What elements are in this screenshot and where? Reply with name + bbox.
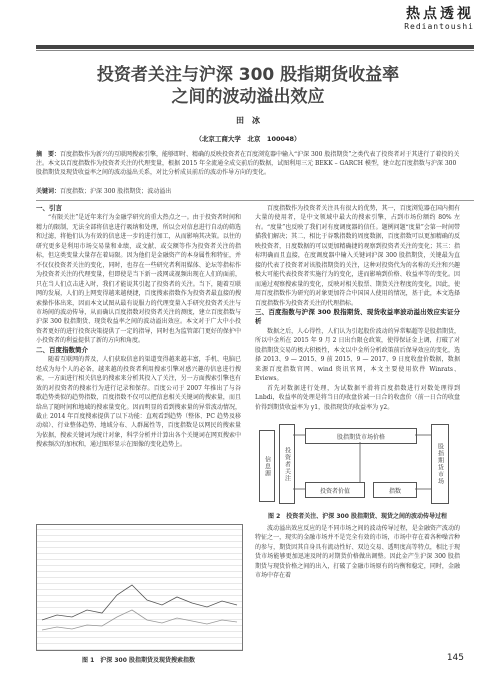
figure-1-search-index-chart (36, 524, 243, 651)
section-heading-empirical: 三、百度指数与沪深 300 股指期货、现货收益率波动溢出效应实证分析 (255, 307, 460, 326)
right-column-bottom (255, 524, 460, 648)
fig2-investor-value-box: 投资者价值 (305, 482, 365, 498)
keywords (36, 187, 460, 196)
abstract (36, 150, 460, 177)
fig2-info-source-box: 信息源 (259, 430, 275, 502)
figure-1-plot (37, 525, 242, 650)
right-paragraph-2a: 数据之后，人心得性，人们认为引起股价波动的异常幅超等是股指期货，所以中金所在 2015 年 9 月 2 日出台限仓政策，使得保证金上调，打破了对股指期货交易的极大积极性，本文以中金所分析政策前后保导效应的变化，选择 2013、9 — 2015、9 前 2015、9 — 2017、9 日度收盘价数据，数据来源百度指数官网、wind 资讯官网，本文主要使用软件 Winrats、Eviews。 (255, 327, 460, 383)
right-paragraph-3: 波动溢出效应反应的是不同市场之间的波动传导过程，是金融资产波动的特征之一，现实的金融市场并不是完全有效的市场，市场中存在着各种噪音种的参与，期货因其自身具有流动性好、双边交易、透明度高等特点，相比于现货市场能够更加迅速及时的对期货价格做出调整。因此金产生沪深 300 股指期货与现货价格之间的出入，打破了金融市场原有的均衡和稳定，同时，金融市场中存在着 (255, 525, 460, 580)
right-paragraph-2b: 首先对数据进行处理，为试数据平滑将百度指数进行对数处理得到 Lnbdi，收益率的处理是将当日的收盘价减一日合的收盘价（前一日合的收盘价得到期货收益率为 y1，股指现货的收益率为 y2。 (255, 384, 460, 411)
fig2-index-box: 指数 (373, 482, 417, 498)
section-title: 热点透视 (406, 6, 474, 22)
left-column (36, 204, 241, 522)
section-heading-baidu: 二、百度指数简介 (36, 345, 88, 354)
header-divider (36, 45, 474, 49)
paper-title-line1: 投资者关注与沪深 300 股指期货收益率 (96, 65, 400, 85)
right-paragraph-1: 百度指数作为投资者关注具有很大的优势，其一，百度浏览器在国内拥有大量的使用者，是中文领域中最大的搜索引擎，占到市场份额约 80% 左右。“度量”也反映了我们对有度调度器的信任。题例问题“度量”会第一时间带描我们解决；其二，相比于谷歌指数的周度数据，百度指数可以更加精确的反映投资者，日度数据的可以更加精确捷的观察到投资者关注的变化；其三：指标明确而且直接，在度调度器中输入关键词沪深 300 股指期货，关键最为直接的代表了投资者对该股指期货的关注，这种对投资代为的名称的关注和兴趣极大可能代表投资者实施行为的变化，进而影响到价格、收益率等的变化。因而通过观察搜索量的变化，反映对相关股票、期货关注程度的变化，因此，使用百度指数作为研究的对象更加符合中国国人使用的情况，基于此，本文选择百度指数作为投资者关注的代理指标。 (255, 205, 460, 307)
figure-1-series-b (42, 610, 237, 630)
keywords-text: 百度指数；沪深 300 股指期货；波动溢出 (60, 188, 172, 195)
figure-2-caption: 图 2 投资者关注、沪深 300 股指期货、现货之间的波动传导过程 (268, 513, 447, 520)
figure-2-diagram (255, 420, 460, 508)
baidu-paragraph: 随着互联网的普及，人们获取信息的渠道变得越来越丰富，手机、电脑已经成为每个人的必备，越来越的投资者利用搜索引擎对感兴趣的信息进行搜索，一方面进行相关信息的搜索来分析其投入了关注，另一方面搜索引擎也有效的对投资者的搜索行为进行记录和保存。百度公司于 2007 年推出了与谷歌趋势类似的趋势指数，百度指数不仅可以把信息相关关键词的搜索量，而且给出了随时间和地域的搜索量变化。因而明显的看到搜索量的异常波动情况，截止 2014 年百度搜索提供了以下功能：直观看到趋势（整体、PC 趋势及移动端）、行业整体趋势、地域分布、人群属性等，百度指数是以网民的搜索量为依据，搜索关键词为统计对象，科学分析并计算出各个关键词在网页搜索中搜索频次的加权和，通过图形显示在图像的变化趋势上。 (36, 356, 241, 449)
paper-title-line2: 之间的波动溢出效应 (171, 87, 325, 107)
fig2-futures-market-box: 股指期货市场 (431, 424, 449, 504)
header-divider-thin (36, 50, 474, 51)
section-header (404, 6, 474, 32)
fig2-investor-attention-box: 投资者关注 (279, 424, 295, 504)
fig2-arrows (255, 420, 460, 508)
right-column-top (255, 204, 460, 414)
keywords-label: 关键词： (36, 188, 61, 195)
abstract-text: 百度指数作为新兴的互联网搜索引擎，能够即时、精确的反映投资者在百度浏览器中输入“沪深 300 股指期货”之类代表了投资者对于其进行了着投的关注。本文以百度指数作为投资者关注的代理变量，根据 2015 年全流通全成交前后的数据，试图利用三元 BEKK – GARCH 模型，建立起百度指数与沪深 300 股指期货及现货收益率之间的波动溢出关系，对比分析成员前后的波动作导方向的变化。 (36, 151, 460, 176)
fig2-futures-price-box: 股指期货市场价格 (305, 428, 417, 444)
author-name: 田 冰 (236, 116, 260, 125)
abstract-divider (36, 200, 474, 201)
abstract-label: 摘 要： (36, 151, 61, 158)
section-subtitle: Rediantoushi (404, 22, 474, 31)
figure-1-caption: 图 1 沪深 300 股指期货及现货搜索指数 (82, 657, 195, 664)
intro-paragraph: “有限关注”是近年来行为金融学研究的重大热点之一。由于投资者时间和精力的限制，无法全部将信息进行吸纳和处理，所以会对信息进行自动的筛选和过滤，将他们认为有效的信息进一步的进行加工，从而影响其决策。以往的研究更多是利用市场交易量和业绩，或文献、或交额等作为投资者关注的指标，但这类变量大量存在着局限。因为他们是金融资产的本身属性和特征，并不仅仅投资者关注的变化，同时，也存在一些研究者利用媒体、论坛等指标作为投资者关注的代理变量，但即使是当下新一波网或视频出现在人们的面前，只在当人们点击进入时，我们才能说其引起了投资者的关注。当下，随着互联网的发展，人们的上网变得越来越便捷，百度搜索指数作为投资者最直接的搜索操作体出来，因而本文试图从最有说服力的代理变量入手研究投资者关注与市场间的波动传导，从而确认百度指数对投资者关注的测度，建立百度指数与沪深 300 股指期货、现货收益率之间的波动溢出效应。本文对于广大中小投资者更好的进行投资决策提供了一定的指导，同时也为监管部门更好的保护中小投资者的利益提供了新的方向和角度。 (36, 214, 241, 345)
author-affiliation: （北京工商大学 北京 100048） (195, 135, 301, 143)
page-number: 145 (446, 653, 464, 663)
section-heading-intro: 一、引言 (36, 204, 62, 212)
